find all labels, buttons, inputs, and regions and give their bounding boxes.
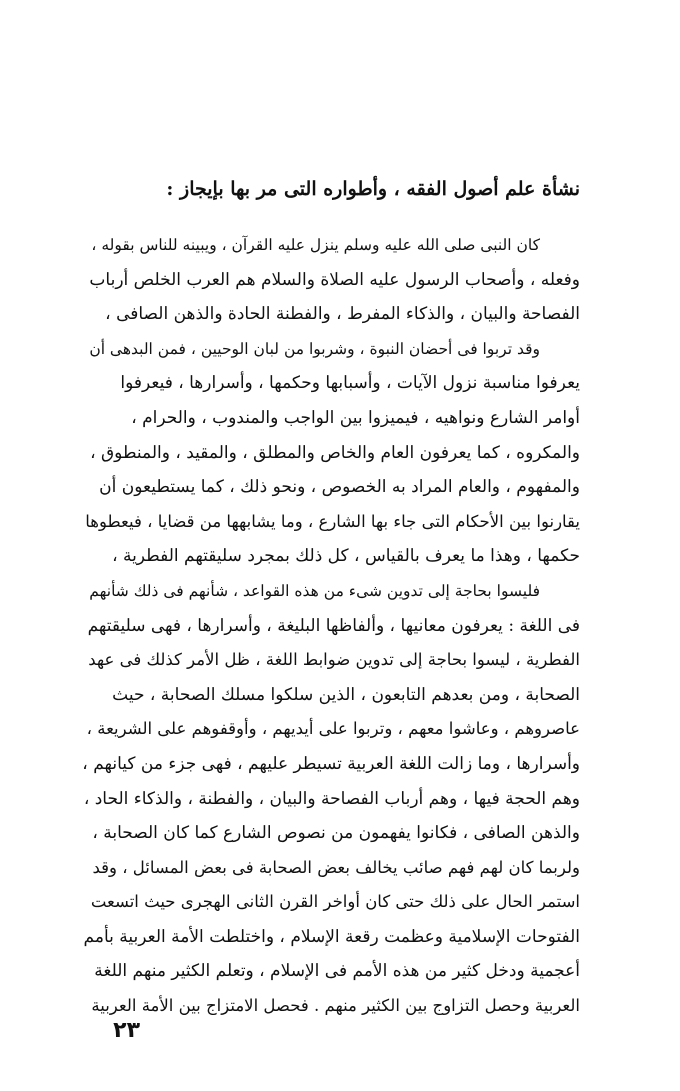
text-line: والذهن الصافى ، فكانوا يفهمون من نصوص الشارع كما كان الصحابة ، (92, 823, 580, 844)
text-line: والمكروه ، كما يعرفون العام والخاص والمطلق ، والمقيد ، والمنطوق ، (90, 442, 580, 463)
text-line: ولربما كان لهم فهم صائب يخالف بعض الصحابة فى بعض المسائل ، وقد (92, 857, 580, 877)
text-line: الفصاحة والبيان ، والذكاء المفرط ، والفطنة الحادة والذهن الصافى ، (105, 304, 580, 325)
text-line: وقد تربوا فى أحضان النبوة ، وشربوا من لبان الوحيين ، فمن البدهى أن (89, 339, 540, 358)
text-line: الفتوحات الإسلامية وعظمت رقعة الإسلام ، واختلطت الأمة العربية بأمم (83, 926, 580, 947)
text-line: وأسرارها ، وما زالت اللغة العربية تسيطر عليهم ، فهى جزء من كيانهم ، (82, 753, 580, 774)
text-line: فى اللغة : يعرفون معانيها ، وألفاظها البليغة ، وأسرارها ، فهى سليقتهم (87, 615, 580, 636)
text-line: الصحابة ، ومن بعدهم التابعون ، الذين سلكوا مسلك الصحابة ، حيث (112, 684, 580, 705)
text-line: أوامر الشارع ونواهيه ، فيميزوا بين الواجب والمندوب ، والحرام ، (131, 407, 580, 428)
text-line: العربية وحصل التزاوج بين الكثير منهم . فحصل الامتزاج بين الأمة العربية (91, 996, 580, 1016)
text-line: حكمها ، وهذا ما يعرف بالقياس ، كل ذلك بمجرد سليقتهم الفطرية ، (112, 546, 580, 567)
text-line: فليسوا بحاجة إلى تدوين شىء من هذه القواعد ، شأنهم فى ذلك شأنهم (89, 581, 540, 600)
section-heading: نشأة علم أصول الفقه ، وأطواره التى مر بها بإيجاز : (166, 178, 580, 200)
text-line: وفعله ، وأصحاب الرسول عليه الصلاة والسلام هم العرب الخلص أرباب (89, 269, 580, 290)
page-number: ٢٣ (113, 1018, 140, 1043)
text-line: استمر الحال على ذلك حتى كان أواخر القرن الثانى الهجرى حيث اتسعت (90, 892, 580, 912)
text-line: يعرفوا مناسبة نزول الآيات ، وأسبابها وحكمها ، وأسرارها ، فيعرفوا (120, 373, 580, 394)
text-line: عاصروهم ، وعاشوا معهم ، وتربوا على أيديهم ، وأوقفوهم على الشريعة ، (86, 719, 580, 739)
text-line: وهم الحجة فيها ، وهم أرباب الفصاحة والبيان ، والفطنة ، والذكاء الحاد ، (83, 788, 580, 809)
text-line: والمفهوم ، والعام المراد به الخصوص ، ونحو ذلك ، كما يستطيعون أن (99, 477, 580, 498)
body-text (80, 228, 580, 1024)
text-line: الفطرية ، ليسوا بحاجة إلى تدوين ضوابط اللغة ، ظل الأمر كذلك فى عهد (88, 650, 580, 670)
text-line: كان النبى صلى الله عليه وسلم ينزل عليه القرآن ، ويبينه للناس بقوله ، (91, 236, 540, 254)
text-line: يقارنوا بين الأحكام التى جاء بها الشارع ، وما يشابهها من قضايا ، فيعطوها (85, 511, 580, 531)
text-line: أعجمية ودخل كثير من هذه الأمم فى الإسلام ، وتعلم الكثير منهم اللغة (94, 961, 580, 982)
